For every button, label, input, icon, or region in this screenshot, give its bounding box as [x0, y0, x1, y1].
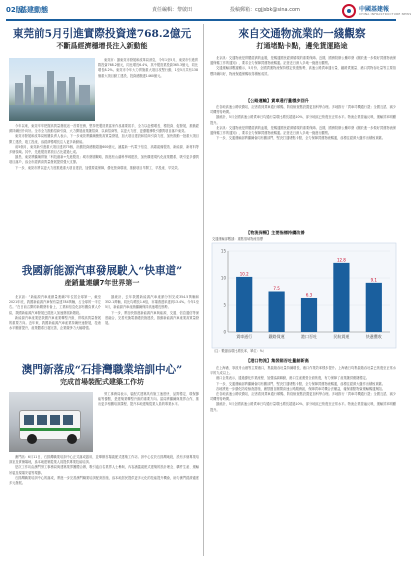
paragraph: 港口企業表示，通過優化作業流程、加強協調聯動，港口生產運營全面恢復，有力保障了產業鏈供應鏈穩定。 [216, 376, 369, 381]
bar [269, 292, 285, 333]
paragraph: 據統計，5月全國高速公路貨車日均通行量環比增長超過10%，部分地區已恢復至正常水平。物流企業普遍反映，運輸效率明顯提升。 [210, 402, 396, 412]
article3-body-right-top [98, 392, 199, 452]
logo-text: 中國基建報 [359, 6, 390, 13]
paragraph: 是次工作坊由澳門勞工事務局與建築業界團體合辦，吸引逾百名業界人士參與，內容涵蓋裝配式建築的設計理念、構件生產、運輸吊裝及現場安裝等環節。 [9, 465, 199, 475]
article1-body-bottom [9, 124, 199, 256]
paragraph: 東莞市發展和改革局相關負責人表示，下一步東莞將繼續聚焦高質量發展，加大項目建設和招商引資力度，加快推動一批重大項目開工建設、竣工投產，爲經濟穩增長注入更多新動能。 [9, 134, 199, 144]
chart-note: （注：數據爲環比增長率，單位：%） [212, 349, 267, 353]
data-label: 6.3 [305, 292, 313, 298]
bar [301, 298, 317, 332]
paragraph: 在各地高速公路收費站，記者看到貨車通行順暢，防疫檢查點設置更加科學合理。多地推行「貨車司機通行證」全國互認，減少司機等待時間。 [210, 105, 396, 115]
paragraph: 今年以來，東莞牢牢把握高質量發展這一首要任務，堅持把製造業當家作爲重要抓手，全力以赴穩增長、穩投資、促發展，推動經濟持續回升向好。全市全力推動招商引資，大力開展產業鏈招商、以商招商等，以更大力度、更優服務吸引優質項目落戶東莞。 [9, 124, 199, 134]
paragraph: 在上海港、寧波舟山港等主要港口，集裝箱吞吐量持續增長，港口作業效率穩步提升。上海港日均集裝箱吞吐量已恢復至正常水平的九成以上。 [210, 366, 396, 376]
column-divider [203, 24, 204, 556]
section-heading: 【物流保暢】主要指標持續改善 [246, 230, 305, 235]
bar [366, 283, 382, 332]
x-tick-label: 鐵路貨運 [268, 334, 285, 339]
paragraph: 各地將進一步優化防疫檢查措施，嚴禁擅自關閉高速公路服務區，保障貨車司機合法權益，確保重點物資運輸暢通無阻。 [216, 386, 385, 391]
data-label: 9.1 [370, 277, 377, 283]
bar [333, 263, 349, 332]
article2-title: 我國新能源汽車發展駛入“快車道” [21, 265, 183, 277]
article3-title: 澳門新落成“石排灣職業培訓中心” [21, 364, 183, 376]
data-label: 12.8 [336, 257, 346, 263]
chart-caption: 交通運輸部數據：重點領域物流指標 [212, 237, 263, 241]
y-tick-label: 0 [223, 329, 226, 335]
editor-credit: 責任編輯：黎啟田 [152, 7, 193, 13]
article3-body-bottom [9, 455, 199, 556]
paragraph: 北京訊：交通物流是實體經濟的血脈，是暢通國民經濟循環的重要保障。近期，國務院辦公廳印發《關於進一步做好貨運物流保通保暢工作的通知》，要求全力保障貨運物流暢通。記者近日深入多地一綫進行觀察。 [210, 56, 396, 66]
page-header [0, 0, 411, 26]
data-label: 10.2 [239, 271, 249, 277]
logo-icon [342, 4, 356, 18]
article3-subtitle: 完成首場裝配式建築工作坊 [60, 378, 144, 386]
y-tick-label: 5 [223, 302, 226, 308]
paragraph: 交通運輸部數據顯示，5月份，全國貨運物流保持穩定恢復態勢，高速公路貨車通行量、鐵路貨運量、港口貨物吞吐量等主要指標持續向好，物流保通保暢取得積極成效。 [210, 66, 396, 76]
article4-title: 來自交通物流業的一綫觀察 [238, 28, 366, 40]
paragraph: 北京訊：“新能源汽車產銷量連續7年位居全球第一，截至2021年底，我國新能源汽車保有量達784萬輛，占全球的一半左右。”在日前召開的新聞發布會上，工業和信息化部有關負責人介紹，我國新能源汽車發展已經進入加速發展新階段。 [9, 295, 101, 315]
article4-section1 [210, 105, 396, 225]
article4-section2 [210, 366, 396, 556]
page-number: 02版 [6, 6, 23, 14]
article1-subtitle: 不斷爲經濟穩增長注入新動能 [56, 42, 148, 50]
paragraph: 下一步，交通運輸部將繼續會同有關部門，堅決打通堵點卡點，全力保障貨運物流暢通，爲穩住經濟大盤作出積極貢獻。 [216, 136, 385, 141]
article4-subtitle: 打通堵點卡點，邊免貨運路途 [256, 42, 348, 50]
paragraph: 在各地高速公路收費站，記者看到貨車通行順暢，防疫檢查點設置更加科學合理。多地推行「貨車司機通行證」全國互認，減少司機等待時間。 [210, 392, 396, 402]
submission-email: 投稿郵箱：cgjjsbk@sina.com [230, 7, 300, 13]
article1-body-left [98, 58, 198, 122]
paragraph: 新能源汽車產業是我國汽車產業轉型升級、實現高質量發展的重要方向。近年來，我國新能源汽車產業持續快速發展，技術水平顯著提升，產業體系日趨完善，企業競爭力大幅增強。 [9, 315, 101, 331]
article4-intro [210, 56, 396, 96]
x-tick-label: 貨車通行 [236, 334, 253, 339]
data-label: 7.5 [273, 286, 280, 291]
article1-title: 東莞前5月引進實際投資達768.2億元 [12, 28, 192, 40]
paragraph: 下一步，東莞市將以更大力度推進重大項目建設，加強要素保障，優化營商環境，推動項目早開工、早投產、早見效。 [15, 165, 181, 170]
header-rule [6, 19, 396, 21]
section-name: 基建動態 [20, 6, 48, 14]
paragraph: 澳門訊：6月11日，石排灣職業培訓中心正式落成啟用，並舉辦首場裝配式建築工作坊。該中心位於石排灣地段，設有多個專業培訓室及實操場地，爲本地建築從業人員提供專業技能培訓。 [9, 455, 199, 465]
paragraph: 北京訊：交通物流是實體經濟的血脈，是暢通國民經濟循環的重要保障。近期，國務院辦公廳印發《關於進一步做好貨運物流保通保暢工作的通知》，要求全力保障貨運物流暢通。記者近日深入多地一綫進行觀察。 [210, 125, 396, 136]
training-center-photo [9, 392, 93, 452]
y-tick-label: 15 [220, 248, 226, 254]
paragraph: 勞工事務局表示，裝配式建築具有施工速度快、品質穩定、環保節能等優點，是建築業轉型升級的重要方向。當局將繼續與業界合作，推出更多相關培訓課程，提升本地建築從業人員的專業水平。 [98, 392, 199, 407]
section-heading: 【港口物流】集裝箱吞吐量創新高 [246, 358, 309, 363]
city-skyline-photo [9, 58, 95, 121]
x-tick-label: 民航貨運 [333, 334, 350, 339]
paragraph: 東莞市：據東莞市發展和改革局消息，今年1至5月，東莞市引進實際投資768.2億元，同比增長6.4%，其中製造業投資365.3億元，同比增長8.2%。東莞市今年大力實施重大項目攻堅行動，1至5月共有138個重大項目動工建設，投資總額達1460億元。 [98, 58, 198, 78]
x-tick-label: 港口吞吐 [301, 334, 317, 339]
bar [236, 277, 252, 332]
y-tick-label: 10 [220, 275, 226, 281]
bar-chart [212, 243, 396, 348]
logo-subtext: CHINA INFRASTRUCTURE NEWS [359, 12, 411, 16]
paragraph: 石排灣職業培訓中心的落成，將進一步完善澳門職業培訓配套設施，爲本地居民提供更多元化的技能提升機會，助力澳門經濟適度多元發展。 [9, 475, 199, 486]
paragraph: 據統計，5月全國高速公路貨車日均通行量環比增長超過10%，部分地區已恢復至正常水平。物流企業普遍反映，運輸效率明顯提升。 [210, 115, 396, 125]
paragraph: 據悉，東莞將繼續實施「科技創新+先進製造」城市發展戰略，推進松山湖科學城建設，加快構建現代化產業體系，吸引更多優質項目落戶，爲全市經濟高質量發展提供強大支撐。 [9, 155, 199, 165]
article2-body-right [105, 295, 199, 355]
paragraph: 下一步，將加快推進新能源汽車與能源、交通、信息通信等深度融合，完善充換電基礎設施建設，推動新能源汽車產業高質量發展。 [105, 310, 199, 326]
article2-body-left [9, 295, 101, 355]
section-heading: 【公路運輸】貨車通行量穩步回升 [246, 98, 309, 103]
paragraph: 據統計，去年我國新能源汽車產銷分別完成354.5萬輛和352.1萬輛，同比均增長1.6倍，市場滲透率達到13.4%。今年1至5月，新能源汽車產銷繼續保持高速增長態勢。 [105, 295, 199, 310]
newspaper-logo [342, 2, 411, 20]
x-tick-label: 快遞攬收 [365, 334, 382, 339]
article2-subtitle: 産銷量連續7年世界第一 [64, 279, 140, 287]
paragraph: 下一步，交通運輸部將繼續會同有關部門，堅決打通堵點卡點，全力保障貨運物流暢通，爲穩住經濟大盤作出積極貢獻。 [216, 381, 385, 386]
paragraph: 前5個月，東莞新引進重大項目達到75個，計劃投資總額超過600億元，涵蓋新一代電子信息、高端裝備製造、新能源、新材料等多個領域。其中，先進製造業項目占比超過七成。 [9, 144, 199, 155]
